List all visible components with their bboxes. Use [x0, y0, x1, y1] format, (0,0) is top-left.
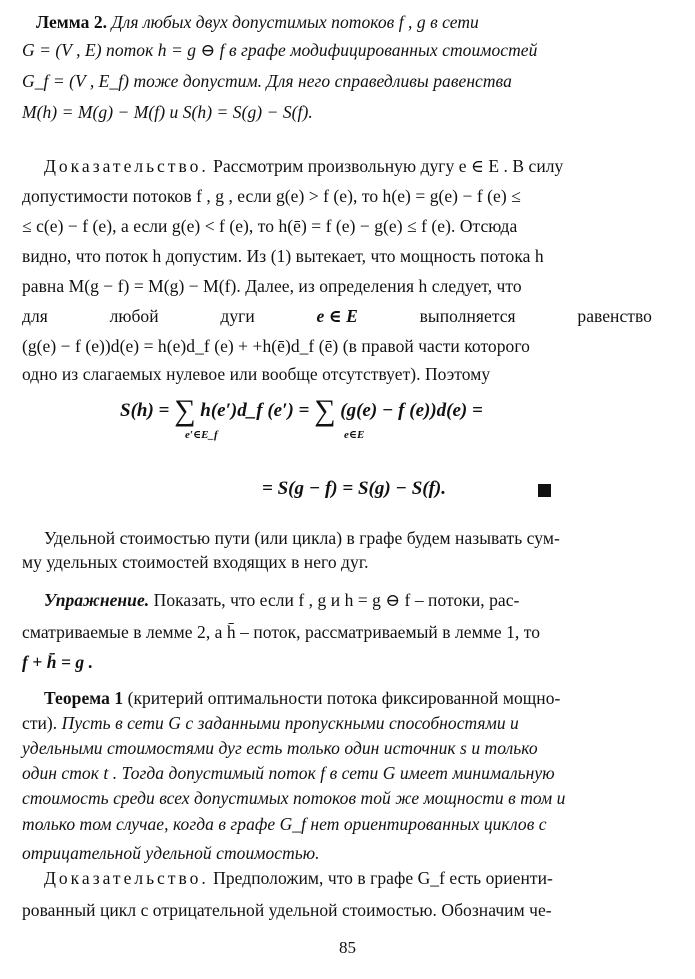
definition-paragraph: [22, 526, 672, 574]
page-number: 85: [339, 938, 356, 957]
proof1-text-8: одно из слагаемых нулевое или вообще отсутствует). Поэтому: [22, 364, 491, 384]
word: выполняется: [419, 306, 516, 326]
proof1-text-5: равна M(g − f) = M(g) − M(f). Далее, из определения h следует, что: [22, 276, 522, 296]
proof2-heading: Доказательство.: [44, 868, 209, 888]
formula-mid: h(e′)d_f (e′) =: [200, 400, 310, 421]
def-line-1: Удельной стоимостью пути (или цикла) в графе будем называть сум-: [44, 528, 560, 548]
theorem-text-1: (критерий оптимальности потока фиксированной мощно-: [123, 688, 561, 708]
word: любой: [109, 306, 159, 326]
sum-subscript-1: e′∈E_f: [185, 429, 218, 441]
proof1-heading: Доказательство.: [44, 156, 209, 176]
formula-line-2: = S(g − f) = S(g) − S(f).: [262, 478, 446, 499]
exercise-line-1: [22, 588, 672, 612]
qed-square-icon: [538, 484, 551, 497]
proof1-text-7: (g(e) − f (e))d(e) = h(e)d_f (e) + +h(ē)d_f (ē) (в правой части которого: [22, 336, 530, 356]
theorem-text-3: удельными стоимостями дуг есть только один источник s и только: [22, 738, 538, 758]
proof1-text-6: [22, 304, 652, 328]
exercise-text-3: f + h̄ = g .: [22, 652, 94, 672]
lemma-heading: Лемма 2.: [36, 12, 108, 32]
exercise-text-1: Показать, что если f , g и h = g ⊖ f – потоки, рас-: [149, 590, 520, 610]
theorem-heading: Теорема 1: [44, 688, 124, 708]
proof1-text-2: допустимости потоков f , g , если g(e) > f (e), то h(e) = g(e) − f (e) ≤: [22, 186, 521, 206]
word: равенство: [577, 306, 652, 326]
exercise-text-2: сматриваемые в лемме 2, а h̄ – поток, рассматриваемый в лемме 1, то: [22, 622, 541, 642]
proof-2: [22, 866, 672, 922]
theorem-text-7: отрицательной удельной стоимостью.: [22, 843, 320, 863]
theorem-text-6: только том случае, когда в графе G_f нет ориентированных циклов с: [22, 814, 547, 834]
def-line-2: му удельных стоимостей входящих в него дуг.: [22, 552, 369, 572]
theorem-text-5: стоимость среди всех допустимых потоков той же мощности в том и: [22, 788, 566, 808]
lemma-2: [22, 10, 672, 124]
proof2-text-1: Предположим, что в графе G_f есть ориенти-: [208, 868, 553, 888]
proof2-text-2: рованный цикл с отрицательной удельной стоимостью. Обозначим че-: [22, 900, 552, 920]
lemma-line-1: [22, 10, 672, 34]
theorem-text-2b: Пусть в сети G с заданными пропускными способностями и: [57, 713, 519, 733]
sum-subscript-2: e∈E: [344, 429, 365, 441]
lemma-statement-4: M(h) = M(g) − M(f) и S(h) = S(g) − S(f).: [22, 102, 313, 122]
word: для: [22, 306, 48, 326]
theorem-line-2: [22, 711, 672, 735]
formula-s-h: S(h) =: [120, 400, 170, 421]
proof-1: [22, 154, 672, 386]
proof1-line-1: [22, 154, 672, 178]
proof2-line-1: [22, 866, 672, 890]
exercise-heading: Упражнение.: [44, 590, 150, 610]
theorem-text-2a: сти).: [22, 713, 58, 733]
lemma-statement-2: G = (V , E) поток h = g ⊖ f в графе модифицированных стоимостей: [22, 40, 538, 60]
exercise: [22, 588, 672, 674]
sigma-2: ∑: [314, 394, 336, 427]
proof1-text-3: ≤ c(e) − f (e), а если g(e) < f (e), то h(ē) = f (e) − g(e) ≤ f (e). Отсюда: [22, 216, 518, 236]
formula-right: (g(e) − f (e))d(e) =: [340, 400, 483, 421]
formula-line-1: [120, 390, 483, 427]
lemma-statement-3: G_f = (V , E_f) тоже допустим. Для него справедливы равенства: [22, 71, 512, 91]
word: e ∈ E: [316, 306, 358, 326]
theorem-line-1: [22, 686, 672, 710]
proof1-text-4: видно, что поток h допустим. Из (1) вытекает, что мощность потока h: [22, 246, 544, 266]
lemma-statement-1: Для любых двух допустимых потоков f , g в сети: [111, 12, 479, 32]
theorem-1: [22, 686, 672, 865]
proof1-text-1: Рассмотрим произвольную дугу e ∈ E . В силу: [208, 156, 564, 176]
theorem-text-4: один сток t . Тогда допустимый поток f в сети G имеет минимальную: [22, 763, 555, 783]
word: дуги: [220, 306, 255, 326]
sigma-1: ∑: [174, 394, 196, 427]
